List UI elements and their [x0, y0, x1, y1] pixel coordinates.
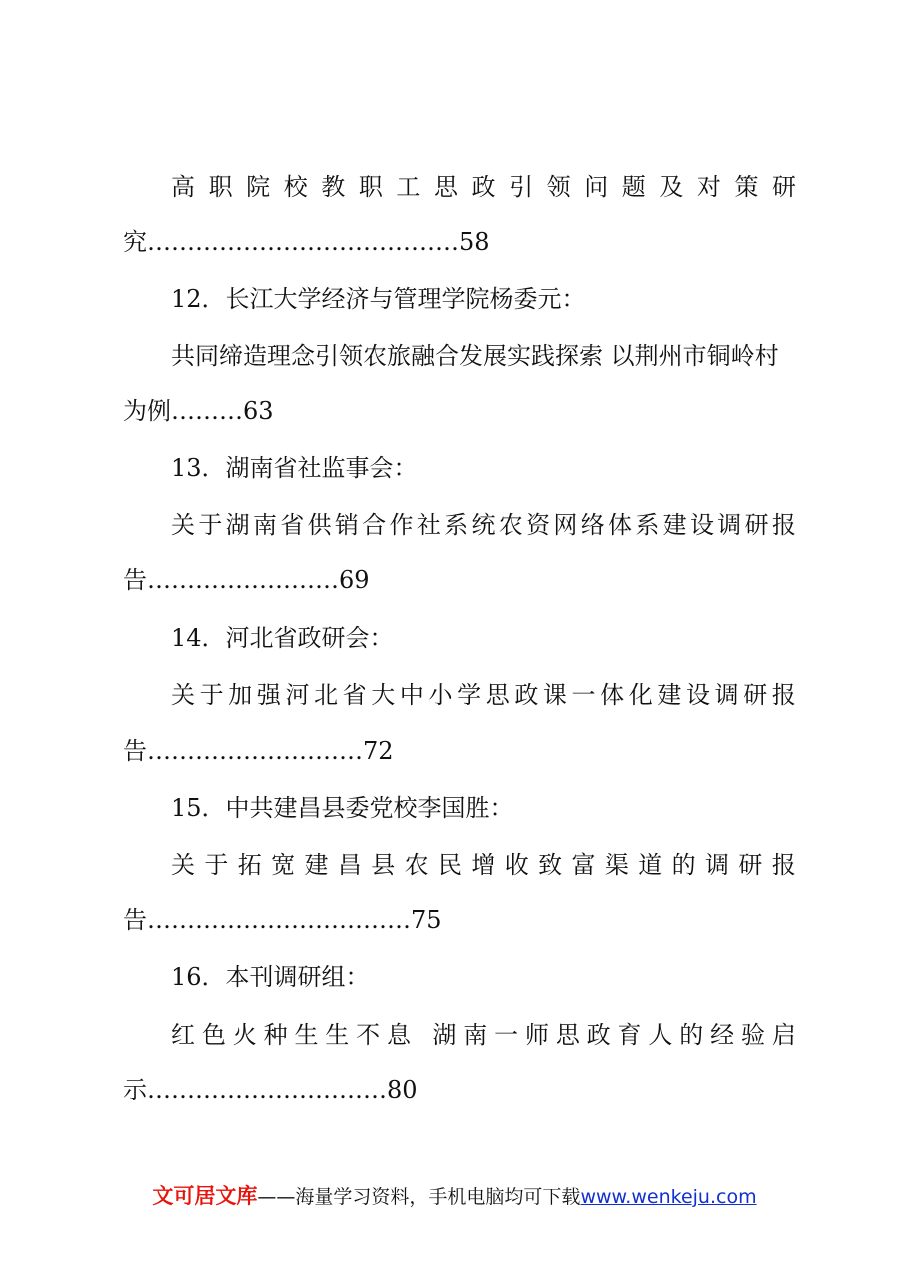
toc-entry-title: 关 于 加 强 河 北 省 大 中 小 学 思 政 课 一 体 化 建 设 调 研 报 [171, 681, 796, 709]
toc-entry-title: 高 职 院 校 教 职 工 思 政 引 领 问 题 及 对 策 研 [171, 173, 796, 201]
toc-entry-title: 红 色 火 种 生 生 不 息 湖 南 一 师 思 政 育 人 的 经 验 启 [171, 1021, 796, 1049]
toc-section-heading: 16．本刊调研组： [171, 963, 370, 991]
toc-entry-continuation: 告………………………72 [123, 737, 394, 765]
toc-entry-continuation: 告……………………………75 [123, 906, 442, 934]
toc-entry-continuation: 告……………………69 [123, 566, 370, 594]
toc-entry-continuation: 为例………63 [123, 397, 274, 425]
toc-entry-title: 关 于 湖 南 省 供 销 合 作 社 系 统 农 资 网 络 体 系 建 设 调 研 报 [171, 511, 796, 539]
footer-banner [0, 1181, 909, 1212]
toc-entry-title: 关 于 拓 宽 建 昌 县 农 民 增 收 致 富 渠 道 的 调 研 报 [171, 851, 796, 879]
toc-entry-title: 共同缔造理念引领农旅融合发展实践探索 以荆州市铜岭村 [171, 342, 779, 370]
footer-slogan: ——海量学习资料，手机电脑均可下载 [257, 1186, 581, 1208]
toc-section-heading: 14．河北省政研会： [171, 624, 394, 652]
toc-section-heading: 12．长江大学经济与管理学院杨委元： [171, 285, 586, 313]
toc-section-heading: 13．湖南省社监事会： [171, 454, 418, 482]
site-link[interactable]: www.wenkeju.com [580, 1186, 757, 1208]
brand-name: 文可居文库 [152, 1184, 258, 1208]
toc-entry-continuation: 示…………………………80 [123, 1076, 418, 1104]
toc-entry-continuation: 究…………………………………58 [123, 228, 490, 256]
toc-section-heading: 15．中共建昌县委党校李国胜： [171, 794, 514, 822]
